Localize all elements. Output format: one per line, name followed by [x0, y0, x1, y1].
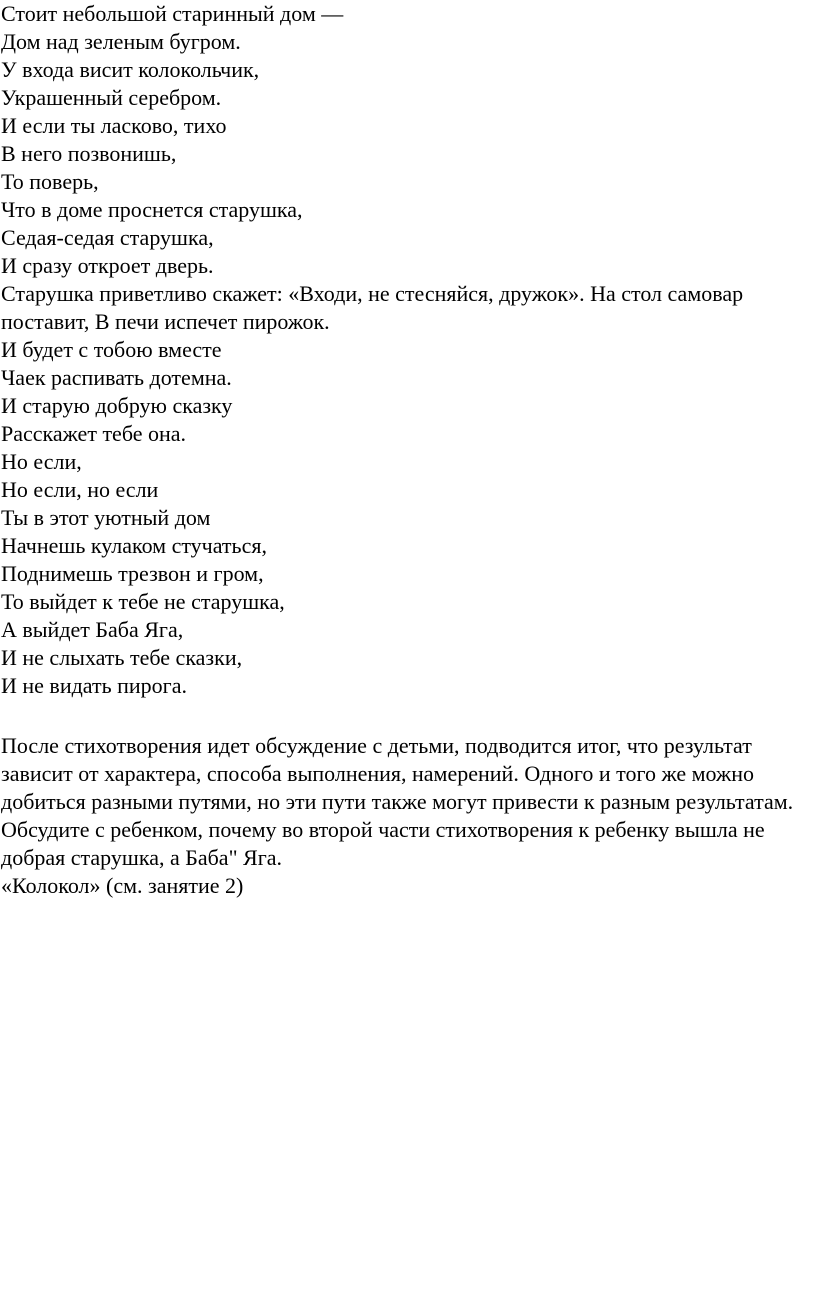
poem-line: Но если, но если [1, 477, 159, 502]
poem-line: У входа висит колокольчик, [1, 57, 260, 82]
poem-line: Стоит небольшой старинный дом — [1, 1, 344, 26]
poem-line: И если ты ласково, тихо [1, 113, 227, 138]
poem-line: И будет с тобою вместе [1, 337, 222, 362]
poem-line: Расскажет тебе она. [1, 421, 187, 446]
poem-line: А выйдет Баба Яга, [1, 617, 184, 642]
next-item-title: «Колокол» (см. занятие 2) [1, 873, 244, 898]
poem-line: И старую добрую сказку [1, 393, 233, 418]
poem-line: Чаек распивать дотемна. [1, 365, 232, 390]
poem-line: И не слыхать тебе сказки, [1, 645, 243, 670]
poem-line: Но если, [1, 449, 82, 474]
poem-line: То выйдет к тебе не старушка, [1, 589, 285, 614]
poem-line: То поверь, [1, 169, 99, 194]
poem-line: Дом над зеленым бугром. [1, 29, 241, 54]
poem-line: Поднимешь трезвон и гром, [1, 561, 264, 586]
poem-line: Ты в этот уютный дом [1, 505, 211, 530]
poem-line: Седая-седая старушка, [1, 225, 214, 250]
poem-line: Начнешь кулаком стучаться, [1, 533, 267, 558]
poem [1, 0, 813, 700]
poem-line: И сразу откроет дверь. [1, 253, 214, 278]
poem-line-wrapped: Старушка приветливо скажет: «Входи, не стесняйся, дружок». На стол самовар поставит, В печи испечет пирожок. [1, 281, 744, 334]
poem-line: И не видать пирога. [1, 673, 187, 698]
discussion-section [1, 732, 813, 900]
poem-line: Украшенный серебром. [1, 85, 222, 110]
poem-line: Что в доме проснется старушка, [1, 197, 303, 222]
discussion-paragraph: После стихотворения идет обсуждение с детьми, подводится итог, что результат зависит от характера, способа выполнения, намерений. Одного и того же можно добиться разными путями, но эти пути также могут привести к разным результатам. Обсудите с ребенком, почему во второй части стихотворения к ребенку вышла не добрая старушка, а Баба" Яга. [1, 733, 794, 870]
poem-line: В него позвонишь, [1, 141, 177, 166]
